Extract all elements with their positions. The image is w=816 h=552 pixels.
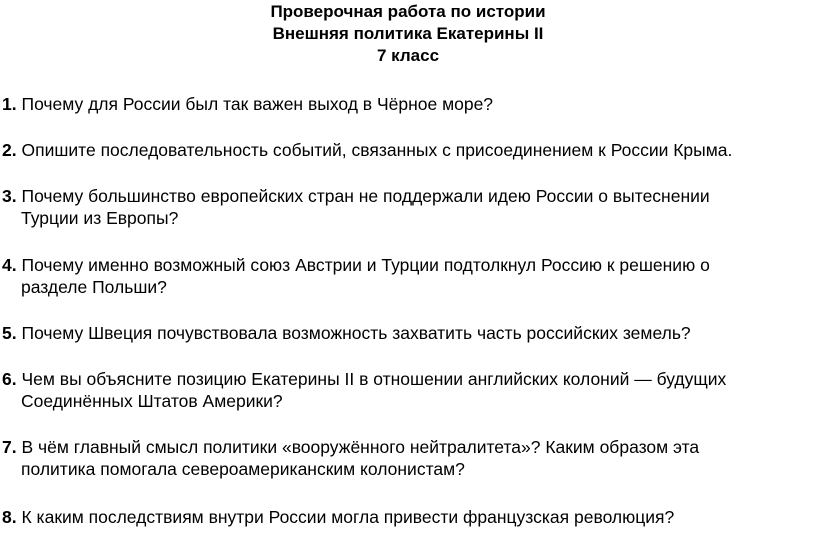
header-grade: 7 класс bbox=[376, 46, 440, 65]
question-number: 5. bbox=[2, 323, 17, 343]
document-header bbox=[0, 1, 816, 67]
question-text-continued: разделе Польши? bbox=[21, 277, 167, 297]
question-text-continued: Турции из Европы? bbox=[21, 208, 179, 228]
question-number: 6. bbox=[2, 369, 17, 389]
question-text: К каким последствиям внутри России могла привести французская революция? bbox=[21, 507, 675, 527]
question-text: Почему именно возможный союз Австрии и Турции подтолкнул Россию к решению о bbox=[21, 255, 710, 275]
question-item-8 bbox=[2, 506, 802, 528]
question-text: Почему для России был так важен выход в Чёрное море? bbox=[21, 94, 494, 114]
question-number: 4. bbox=[2, 255, 17, 275]
header-topic: Внешняя политика Екатерины II bbox=[272, 24, 544, 43]
question-item-5 bbox=[2, 322, 802, 344]
question-item-4 bbox=[2, 254, 802, 298]
question-number: 2. bbox=[2, 140, 17, 160]
question-item-1 bbox=[2, 93, 802, 115]
question-item-7 bbox=[2, 436, 802, 480]
header-title: Проверочная работа по истории bbox=[270, 2, 546, 21]
question-text-continued: Соединённых Штатов Америки? bbox=[21, 391, 283, 411]
question-item-3 bbox=[2, 185, 802, 229]
question-number: 1. bbox=[2, 94, 17, 114]
question-text: Опишите последовательность событий, связанных с присоединением к России Крыма. bbox=[21, 140, 733, 160]
question-item-6 bbox=[2, 368, 802, 412]
question-text: Чем вы объясните позицию Екатерины II в отношении английских колоний — будущих bbox=[21, 369, 727, 389]
question-number: 7. bbox=[2, 437, 17, 457]
question-number: 3. bbox=[2, 186, 17, 206]
question-item-2 bbox=[2, 139, 802, 161]
question-text: Почему Швеция почувствовала возможность захватить часть российских земель? bbox=[21, 323, 691, 343]
question-text: В чём главный смысл политики «вооружённого нейтралитета»? Каким образом эта bbox=[21, 437, 700, 457]
question-number: 8. bbox=[2, 507, 17, 527]
question-text-continued: политика помогала североамериканским колонистам? bbox=[21, 459, 465, 479]
question-text: Почему большинство европейских стран не поддержали идею России о вытеснении bbox=[21, 186, 710, 206]
